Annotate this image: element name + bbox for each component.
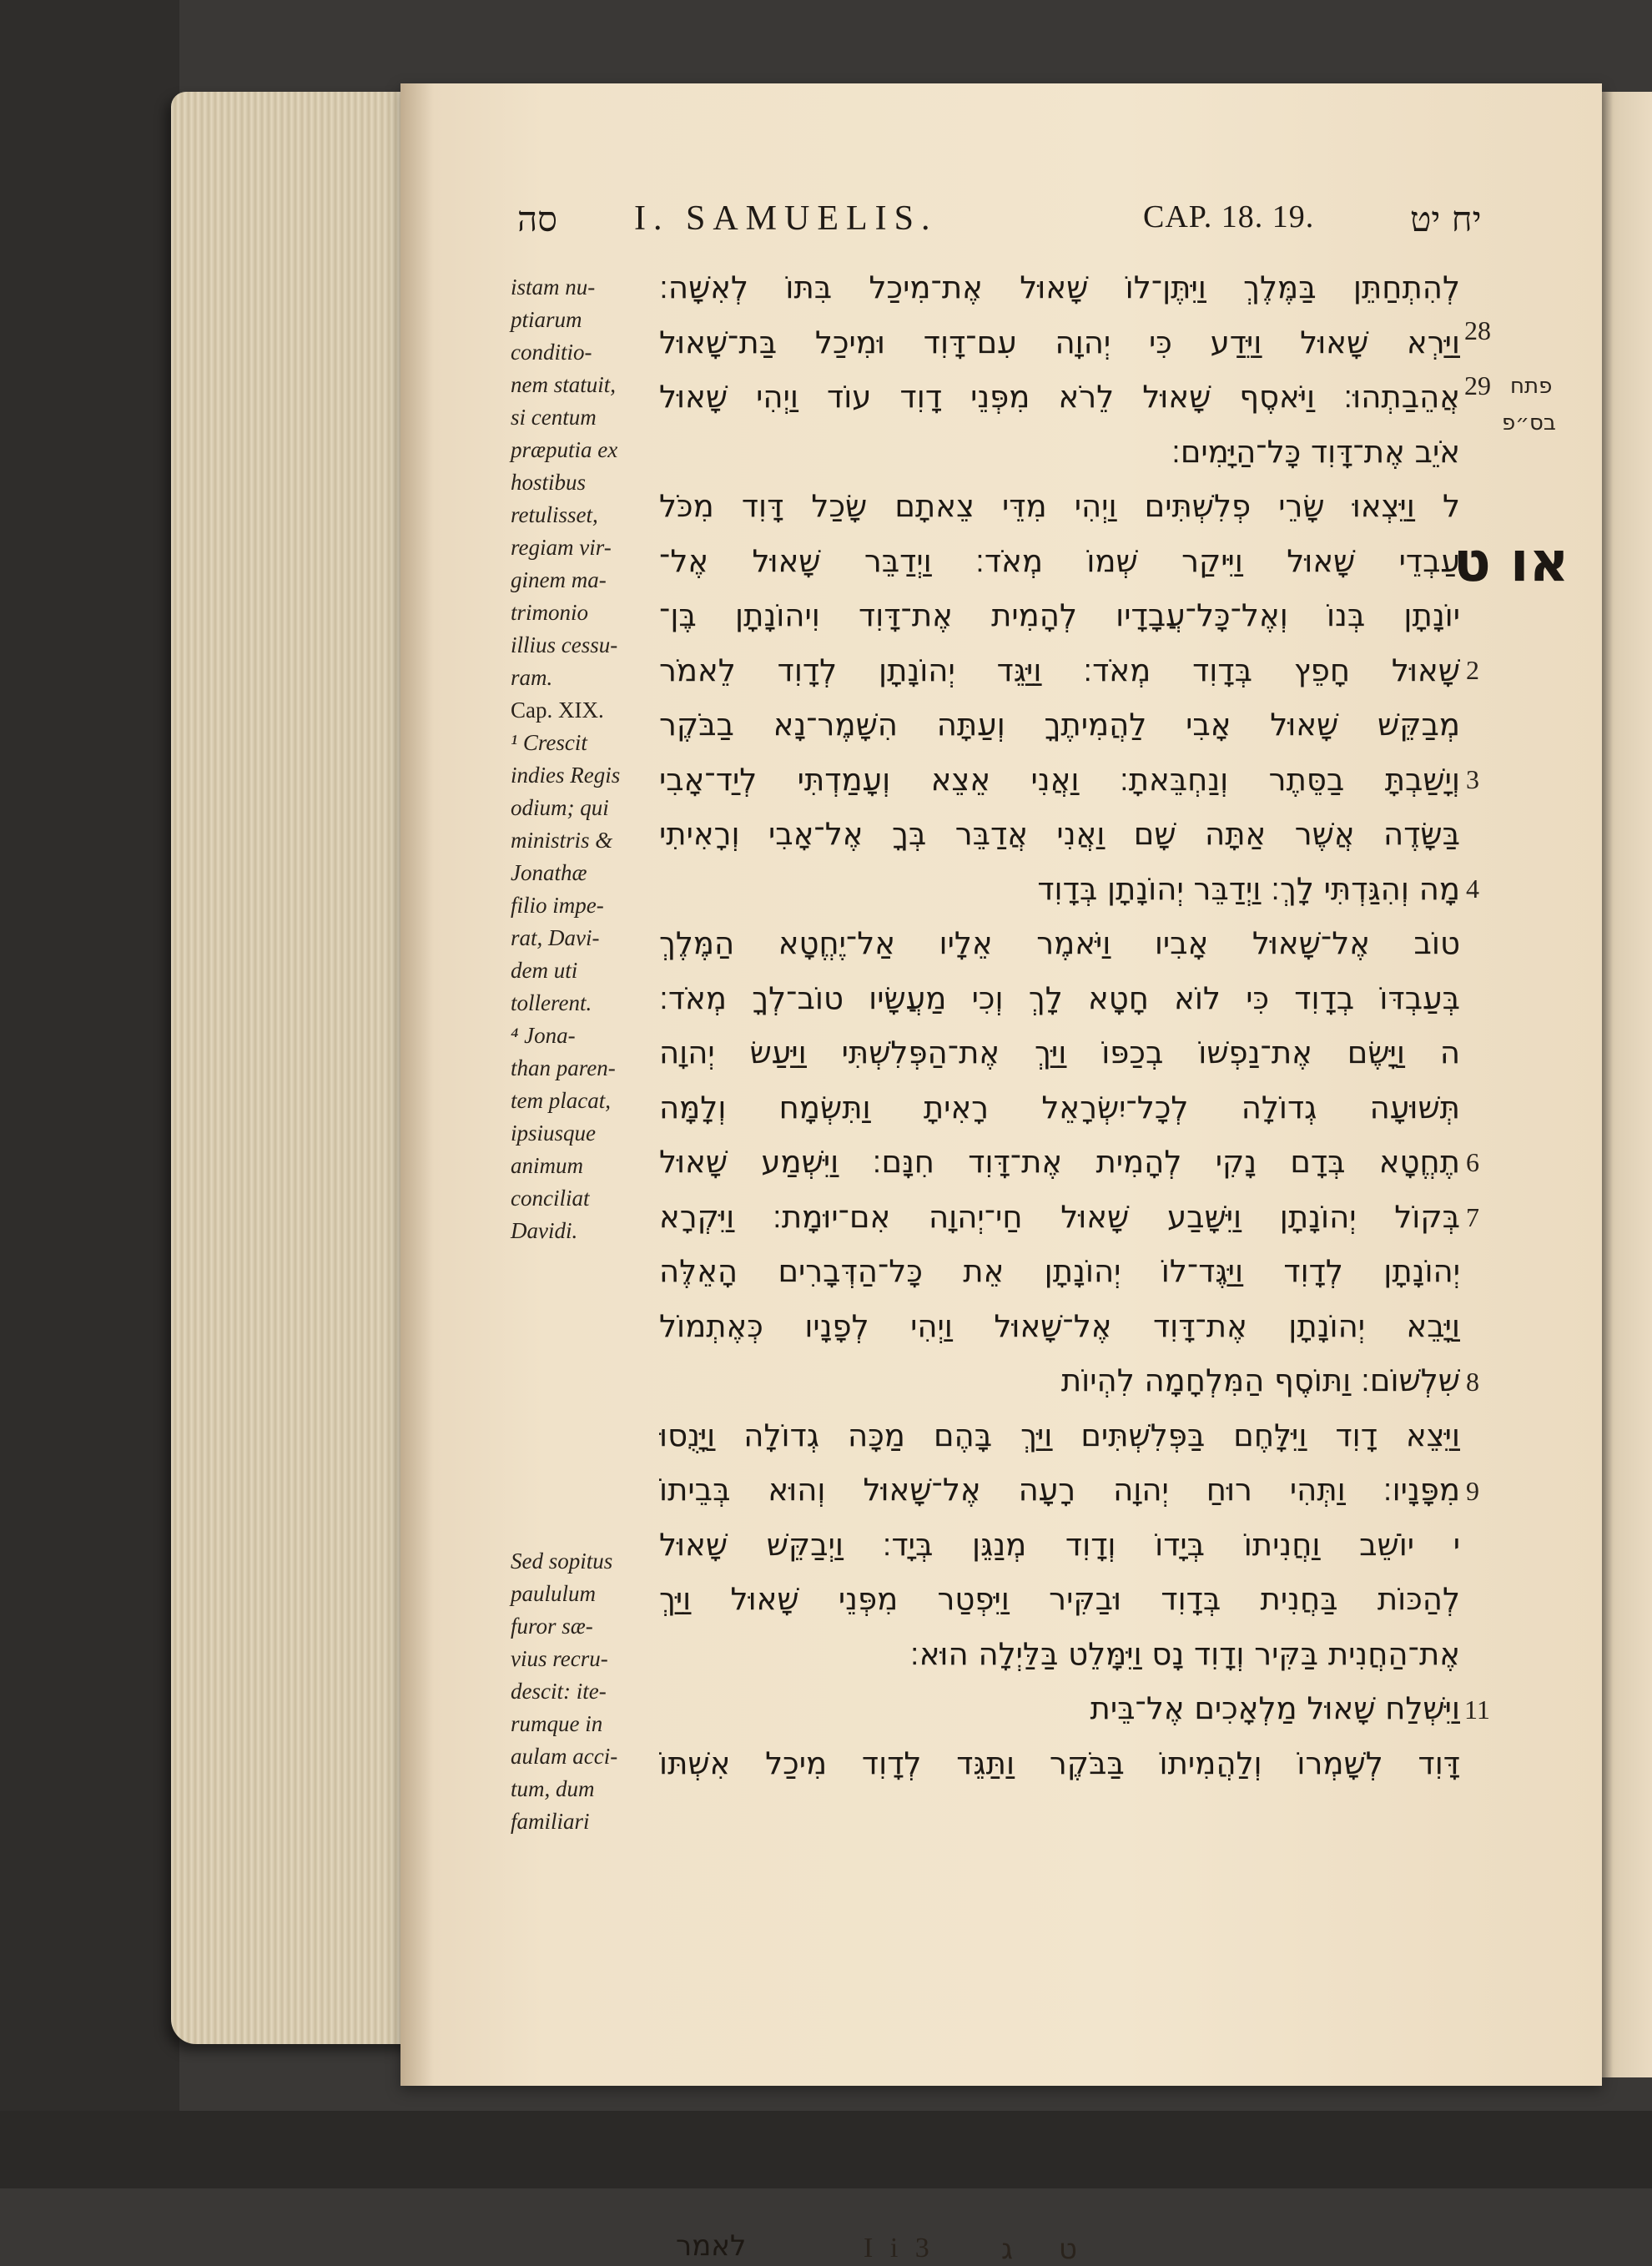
latin-line: dem uti: [511, 958, 578, 983]
latin-line: præputia ex: [511, 437, 618, 462]
latin-line: indies Regis: [511, 763, 621, 788]
hebrew-line: שִׁלְשׁוֹם׃ וַתּוֹסֶף הַמִּלְחָמָה לִהְיוֹת: [1060, 1362, 1460, 1398]
latin-line: ginem ma-: [511, 567, 607, 592]
drop-cap-letters: או: [1509, 530, 1569, 594]
latin-line: rat, Davi-: [511, 925, 600, 950]
latin-line: familiari: [511, 1809, 590, 1834]
latin-margin-commentary: [511, 271, 657, 1247]
hebrew-signature-mark: ט ג: [1001, 2233, 1095, 2266]
hebrew-line: תְּשׁוּעָה גְדוֹלָה לְכָל־יִשְׂרָאֵל רָאִיתָ וַתִּשְׂמָח וְלָמָּה: [659, 1089, 1460, 1125]
latin-line: retulisset,: [511, 502, 598, 527]
latin-line: ¹ Crescit: [511, 730, 587, 755]
latin-line: aulam acci-: [511, 1744, 618, 1769]
latin-line: tollerent.: [511, 990, 592, 1015]
hebrew-line: וַיָּבֵא יְהוֹנָתָן אֶת־דָּוִד אֶל־שָׁאוּל וַיְהִי לְפָנָיו כְּאֶתְמוֹל: [659, 1307, 1460, 1344]
dark-backdrop-bottom: [0, 2111, 1652, 2188]
latin-line: istam nu-: [511, 274, 596, 300]
hebrew-line: וְיָשַׁבְתָּ בַסֵּתֶר וְנַחְבֵּאתָ׃ וַאֲנִי אֵצֵא וְעָמַדְתִּי לְיַד־אָבִי: [659, 761, 1460, 798]
verse-number: 29: [1464, 370, 1491, 400]
drop-cap-initial: ט: [1453, 530, 1491, 594]
verse-number: 9: [1466, 1476, 1479, 1506]
latin-line: nem statuit,: [511, 372, 616, 397]
latin-line: trimonio: [511, 600, 589, 625]
hebrew-line: בְּעַבְדּוֹ בְדָוִד כִּי לוֹא חָטָא לָךְ וְכִי מַעֲשָׂיו טוֹב־לְךָ מְאֹד׃: [659, 979, 1460, 1016]
hebrew-folio-number: סה: [517, 199, 558, 239]
hebrew-line: ה וַיָּשֶׂם אֶת־נַפְשׁוֹ בְכַפּוֹ וַיַּךְ אֶת־הַפְּלִשְׁתִּי וַיַּעַשׂ יְהוָה: [659, 1035, 1460, 1070]
verse-number: 7: [1466, 1202, 1479, 1232]
verse-number: 4: [1466, 874, 1479, 904]
latin-line: illius cessu-: [511, 632, 618, 657]
latin-line: than paren-: [511, 1055, 616, 1080]
hebrew-line: בַּשָּׂדֶה אֲשֶׁר אַתָּה שָׁם וַאֲנִי אֲדַבֵּר בְּךָ אֶל־אָבִי וְרָאִיתִי: [659, 816, 1460, 852]
latin-line: regiam vir-: [511, 535, 612, 560]
latin-line: ram.: [511, 665, 553, 690]
latin-line: Jonathæ: [511, 860, 587, 885]
latin-line: conditio-: [511, 340, 592, 365]
latin-line: ptiarum: [511, 307, 582, 332]
hebrew-line: בְּקוֹל יְהוֹנָתָן וַיִּשָּׁבַע שָׁאוּל חַי־יְהוָה אִם־יוּמָת׃ וַיִּקְרָא: [659, 1198, 1460, 1235]
chapter-reference: CAP. 18. 19.: [1143, 199, 1315, 234]
hebrew-line: יוֹנָתָן בְּנוֹ וְאֶל־כָּל־עֲבָדָיו לְהָמִית אֶת־דָּוִד וִיהוֹנָתָן בֶּן־: [659, 597, 1460, 633]
latin-margin-commentary-lower: [511, 1545, 657, 1838]
latin-line: paululum: [511, 1581, 597, 1606]
latin-line: ipsiusque: [511, 1120, 597, 1146]
verse-number: 11: [1464, 1694, 1490, 1725]
verse-number: 28: [1464, 315, 1491, 345]
hebrew-line: שָׁאוּל חָפֵץ בְּדָוִד מְאֹד׃ וַיַּגֵּד יְהוֹנָתָן לְדָוִד לֵאמֹר: [659, 652, 1460, 688]
side-note-reference: בס״פ: [1502, 410, 1556, 436]
hebrew-line: ל וַיֵּצְאוּ שָׂרֵי פְלִשְׁתִּים וַיְהִי מִדֵּי צֵאתָם שָׂכַל דָּוִד מִכֹּל: [659, 488, 1460, 524]
latin-line: Davidi.: [511, 1218, 578, 1243]
latin-line: rumque in: [511, 1711, 603, 1736]
hebrew-line: אֹיֵב אֶת־דָּוִד כָּל־הַיָּמִים׃: [1171, 433, 1460, 470]
hebrew-line: מְבַקֵּשׁ שָׁאוּל אָבִי לַהֲמִיתֶךָ וְעַתָּה הִשָּׁמֶר־נָא בַבֹּקֶר: [659, 707, 1460, 743]
running-title: I. SAMUELIS.: [634, 199, 938, 238]
latin-line: conciliat: [511, 1186, 590, 1211]
page-edges: [171, 92, 421, 2044]
hebrew-line: וַיִּשְׁלַח שָׁאוּל מַלְאָכִים אֶל־בֵּית: [1090, 1690, 1460, 1726]
latin-line: Cap. XIX.: [511, 697, 604, 723]
hebrew-line: טוֹב אֶל־שָׁאוּל אָבִיו וַיֹּאמֶר אֵלָיו אַל־יֶחֱטָא הַמֶּלֶךְ: [659, 925, 1460, 961]
latin-line: ⁴ Jona-: [511, 1023, 576, 1048]
hebrew-line: תֶחֱטָא בְּדָם נָקִי לְהָמִית אֶת־דָּוִד חִנָּם׃ וַיִּשְׁמַע שָׁאוּל: [659, 1144, 1460, 1180]
latin-line: odium; qui: [511, 795, 609, 820]
latin-line: si centum: [511, 405, 597, 430]
drop-cap: [1453, 530, 1569, 594]
latin-line: vius recru-: [511, 1646, 608, 1671]
latin-line: Sed sopitus: [511, 1548, 613, 1574]
verse-number: 6: [1466, 1147, 1479, 1177]
hebrew-line: וַיַּרְא שָׁאוּל וַיֵּדַע כִּי יְהוָה עִם־דָּוִד וּמִיכַל בַּת־שָׁאוּל: [659, 324, 1460, 360]
hebrew-line: עַבְדֵי שָׁאוּל וַיִּיקַר שְׁמוֹ מְאֹד׃ וַיְדַבֵּר שָׁאוּל אֶל־: [659, 542, 1460, 579]
side-note-petucha: פתח: [1510, 374, 1553, 399]
verse-number: 8: [1466, 1367, 1479, 1397]
latin-line: tum, dum: [511, 1776, 595, 1801]
hebrew-line: דָּוִד לְשָׁמְרוֹ וְלַהֲמִיתוֹ בַּבֹּקֶר וַתַּגֵּד לְדָוִד מִיכַל אִשְׁתּוֹ: [659, 1745, 1460, 1781]
latin-line: filio impe-: [511, 893, 604, 918]
facing-page-edge: [1600, 92, 1652, 2077]
latin-line: ministris &: [511, 828, 613, 853]
catchword: לאמר: [676, 2229, 747, 2263]
hebrew-line: לְהִתְחַתֵּן בַּמֶּלֶךְ וַיִּתֶּן־לוֹ שָׁאוּל אֶת־מִיכַל בִּתּוֹ לְאִשָּׁה׃: [659, 269, 1460, 305]
hebrew-chapter-reference: יח יט: [1410, 199, 1482, 239]
latin-line: animum: [511, 1153, 583, 1178]
hebrew-line: אֶת־הַחֲנִית בַּקִּיר וְדָוִד נָס וַיִּמָּלֵט בַּלַּיְלָה הוּא׃: [909, 1635, 1460, 1672]
hebrew-line: מִפָּנָיו׃ וַתְּהִי רוּחַ יְהוָה רָעָה אֶל־שָׁאוּל וְהוּא בְּבֵיתוֹ: [659, 1472, 1460, 1508]
dark-backdrop: [0, 0, 179, 2188]
verse-number: 2: [1466, 655, 1479, 685]
verse-number: 3: [1466, 764, 1479, 794]
latin-line: furor sæ-: [511, 1614, 593, 1639]
hebrew-line: וַיֵּצֵא דָוִד וַיִּלָּחֶם בַּפְּלִשְׁתִּים וַיַּךְ בָּהֶם מַכָּה גְדוֹלָה וַיָּנֻסוּ: [659, 1417, 1460, 1453]
signature-mark: I i 3: [864, 2233, 934, 2263]
latin-line: descit: ite-: [511, 1679, 607, 1704]
hebrew-line: יְהוֹנָתָן לְדָוִד וַיַּגֶּד־לוֹ יְהוֹנָתָן אֵת כָּל־הַדְּבָרִים הָאֵלֶּה: [659, 1253, 1460, 1289]
latin-line: hostibus: [511, 470, 587, 495]
page-gutter-shadow: [400, 83, 434, 2086]
hebrew-line: אֲהֵבַתְהוּ׃ וַיֹּאסֶף שָׁאוּל לֵרֹא מִפְּנֵי דָוִד עוֹד וַיְהִי שָׁאוּל: [659, 379, 1460, 415]
latin-line: tem placat,: [511, 1088, 611, 1113]
hebrew-text-block: [659, 260, 1460, 1790]
hebrew-line: מָה וְהִגַּדְתִּי לָךְ׃ וַיְדַבֵּר יְהוֹנָתָן בְּדָוִד: [1037, 870, 1460, 907]
hebrew-line: לְהַכּוֹת בַּחֲנִית בְּדָוִד וּבַקִּיר וַיִּפְטַר מִפְּנֵי שָׁאוּל וַיַּךְ: [659, 1581, 1460, 1617]
hebrew-line: י יוֹשֵׁב וַחֲנִיתוֹ בְּיָדוֹ וְדָוִד מְנַגֵּן בְּיָד׃ וַיְבַקֵּשׁ שָׁאוּל: [659, 1526, 1460, 1563]
